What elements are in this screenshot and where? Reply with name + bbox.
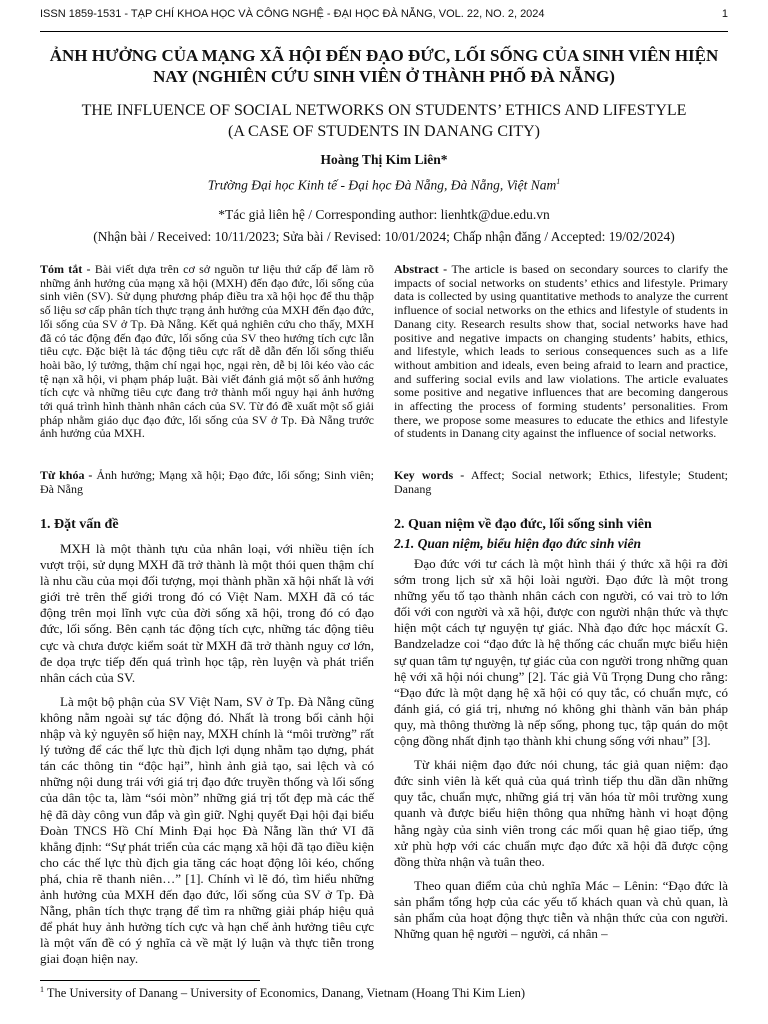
- section-2-paragraph: Từ khái niệm đạo đức nói chung, tác giả quan niệm: đạo đức sinh viên là kết quả của quá trình tiếp thu dần dần những quy tắc, chuẩn mực, những giá trị văn hóa từ môi trường xung quanh và được biểu hiện thông qua những hành vi hoạt động hằng ngày của sinh viên trong các mối quan hệ giao tiếp, ứng xử phù hợp với các chuẩn mực đạo đức xã hội đã được cộng đồng thừa nhận và tuân theo.: [394, 757, 728, 869]
- abstract-english: [394, 263, 728, 441]
- keywords-vn-text: Ảnh hưởng; Mạng xã hội; Đạo đức, lối sống; Sinh viên; Đà Nẵng: [40, 468, 374, 496]
- section-2-1-heading: 2.1. Quan niệm, biểu hiện đạo đức sinh viên: [394, 536, 641, 551]
- affiliation-mark: 1: [556, 177, 561, 186]
- abstract-vietnamese: [40, 263, 374, 441]
- footnote: [40, 985, 728, 1001]
- footnote-rule: [40, 980, 260, 981]
- title-english-line-1: THE INFLUENCE OF SOCIAL NETWORKS ON STUDENTS’ ETHICS AND LIFESTYLE: [81, 102, 687, 119]
- section-2-paragraph: Theo quan điểm của chủ nghĩa Mác – Lênin: “Đạo đức là sản phẩm tổng hợp của các yếu tố khách quan và chủ quan, là sản phẩm của hoạt động thực tiễn và nhận thức của con người. Những quan hệ người – người, cá nhân –: [394, 877, 728, 942]
- page-number: 1: [721, 8, 728, 20]
- submission-dates: (Nhận bài / Received: 10/11/2023; Sửa bài / Revised: 10/01/2024; Chấp nhận đăng / Accepted: 19/02/2024): [93, 229, 675, 244]
- footnote-mark: 1: [40, 985, 44, 994]
- affiliation-text: Trường Đại học Kinh tế - Đại học Đà Nẵng, Đà Nẵng, Việt Nam: [207, 177, 557, 193]
- abstract-en-text: The article is based on secondary sources to clarify the impacts of social networks on students’ ethics and lifestyle. Primary data is collected by using quantitative methods to analyze the current influence of social networks on the ethics and lifestyle of students in Danang city. Research results show that, social networks have had positive and negative impacts on changing students’ habits, ethics, and lifestyle, which leads to serious consequences such as a life without ambition and ideals, even being afraid to learn and practice, and suffering social evils and law violations. The article evaluates some positive and negative influences that are becoming dangerous in affecting the process of forming students’ personalities. From there, we propose some measures to educate the ethics and lifestyle of students in Danang city against the influence of social networks.: [394, 262, 728, 441]
- section-2-paragraph: Đạo đức với tư cách là một hình thái ý thức xã hội ra đời sớm trong lịch sử xã hội loài người. Đạo đức là một trong những yếu tố tạo thành nhân cách con người, có vai trò to lớn đối với con người và xã hội, được con người nhận thức và thực hiện một cách tự nguyện tự giác. Nhà đạo đức học mácxít G. Bandzeladze coi “đạo đức là hệ thống các chuẩn mực biểu hiện sự quan tâm tự nguyện, tự giác của con người trong những quan hệ với xã hội nói chung” [2]. Tác giả Vũ Trọng Dung cho rằng: “Đạo đức là một dạng hệ xã hội có quy tắc, có chuẩn mực, có đánh giá, có giá trị, nhưng nó không ghi thành văn bản pháp quy, mà thông thường là nếp sống, phong tục, tập quán do một cộng đồng nhất định tạo thành khi chung sống với nhau” [3].: [394, 556, 728, 749]
- keywords-english: [394, 469, 728, 496]
- title-english-line-2: (A CASE OF STUDENTS IN DANANG CITY): [228, 123, 540, 140]
- abstract-vn-text: Bài viết dựa trên cơ sở nguồn tư liệu thứ cấp để làm rõ những ảnh hưởng của mạng xã hội (MXH) đến đạo đức, lối sống của sinh viên (SV). Sử dụng phương pháp điều tra xã hội học để thu thập số liệu sơ cấp phân tích thực trạng ảnh hưởng của MXH đến đạo đức, lối sống của SV ở Tp. Đà Nẵng. Kết quả nghiên cứu cho thấy, MXH đã có tác động đến đạo đức, lối sống của SV theo hướng tích cực lẫn tiêu cực. Đặc biệt là tác động tiêu cực rất dễ dẫn đến lối sống thiếu hoài bão, lý tưởng, thậm chí ngại học, ngại rèn, dễ bị lôi kéo vào các tệ nạn xã hội, vi phạm pháp luật. Bài viết đánh giá một số ảnh hưởng tích cực và những tiêu cực đang trở thành mối nguy hại ảnh hưởng tới quá trình hình thành nhân cách của SV. Từ đó đề xuất một số giải pháp nhằm giáo dục đạo đức, lối sống của SV ở Tp. Đà Nẵng trước ảnh hưởng của MXH.: [40, 262, 374, 441]
- keywords-vietnamese: [40, 469, 374, 496]
- abstract-vn-label: Tóm tắt -: [40, 262, 91, 276]
- footnote-text: The University of Danang – University of Economics, Danang, Vietnam (Hoang Thi Kim Lien): [46, 986, 526, 1001]
- affiliation: [40, 177, 728, 194]
- abstract-en-label: Abstract -: [394, 262, 448, 276]
- header-rule: [40, 31, 728, 32]
- title-vietnamese: ẢNH HƯỞNG CỦA MẠNG XÃ HỘI ĐẾN ĐẠO ĐỨC, LỐI SỐNG CỦA SINH VIÊN HIỆN NAY (NGHIÊN CỨU SINH VIÊN Ở THÀNH PHỐ ĐÀ NẴNG): [49, 46, 719, 86]
- running-header: [40, 8, 728, 28]
- keywords-en-text: Affect; Social network; Ethics, lifestyle; Student; Danang: [394, 468, 728, 496]
- journal-name: ISSN 1859-1531 - TẠP CHÍ KHOA HỌC VÀ CÔNG NGHỆ - ĐẠI HỌC ĐÀ NẴNG, VOL. 22, NO. 2, 2024: [40, 8, 545, 20]
- keywords-en-label: Key words -: [394, 468, 465, 482]
- section-1-body: [40, 541, 374, 975]
- section-1-paragraph: MXH là một thành tựu của nhân loại, với nhiều tiện ích vượt trội, sử dụng MXH đã trở thành là một thói quen thậm chí là nhu cầu của mọi đối tượng, mọi thành phần xã hội nhất là với giới trẻ trên thế giới trong đó có Việt Nam. MXH đã có tác động trên mọi lĩnh vực của đời sống xã hội, trong đó có đạo đức, lối sống. Bên cạnh tác động tích cực, những tác động tiêu cực và chưa được kiểm soát từ MXH đã trở thành nguy cơ lớn, đe dọa trực tiếp đến quá trình học tập, rèn luyện và phát triển nhân cách của SV.: [40, 541, 374, 685]
- section-2-heading: 2. Quan niệm về đạo đức, lối sống sinh viên: [394, 517, 652, 532]
- title-english: [40, 100, 728, 142]
- section-2-body: [394, 556, 728, 950]
- corresponding-author: *Tác giả liên hệ / Corresponding author: lienhtk@due.edu.vn: [218, 207, 550, 222]
- author-name: Hoàng Thị Kim Liên*: [320, 152, 448, 167]
- section-1-paragraph: Là một bộ phận của SV Việt Nam, SV ở Tp. Đà Nẵng cũng không nằm ngoài sự tác động đó. Nhất là trong bối cảnh hội nhập và kỷ nguyên số hiện nay, MXH chính là “môi trường” rất lý tưởng để các thế lực thù địch lợi dụng nhằm tạo dựng, phát tán các thông tin “độc hại”, hình ảnh giả tạo, sai lệch và có những nội dung trái với giá trị đạo đức truyền thống và lối sống của dân tộc ta, làm “sói mòn” những giá trị tốt đẹp mà các thế hệ đã dày công vun đắp và gìn giữ. Nghị quyết Đại hội đại biểu Đoàn TNCS Hồ Chí Minh Đại học Đà Nẵng lần thứ VI đã khẳng định: “Sự phát triển của các mạng xã hội đã tạo điều kiện cho các thế lực thù địch gia tăng các hoạt động lôi kéo, chống phá, chia rẽ thanh niên…” [1]. Chính vì lẽ đó, tìm hiểu những ảnh hưởng của MXH đến đạo đức, lối sống của SV ở Tp. Đà Nẵng, phân tích thực trạng để tìm ra những giải pháp hiệu quả để phát huy ảnh hưởng tích cực và hạn chế ảnh hưởng tiêu cực là một vấn đề có ý nghĩa cả về mặt lý luận và thực tiễn trong giai đoạn hiện nay.: [40, 693, 374, 967]
- keywords-vn-label: Từ khóa -: [40, 468, 93, 482]
- section-1-heading: 1. Đặt vấn đề: [40, 517, 119, 532]
